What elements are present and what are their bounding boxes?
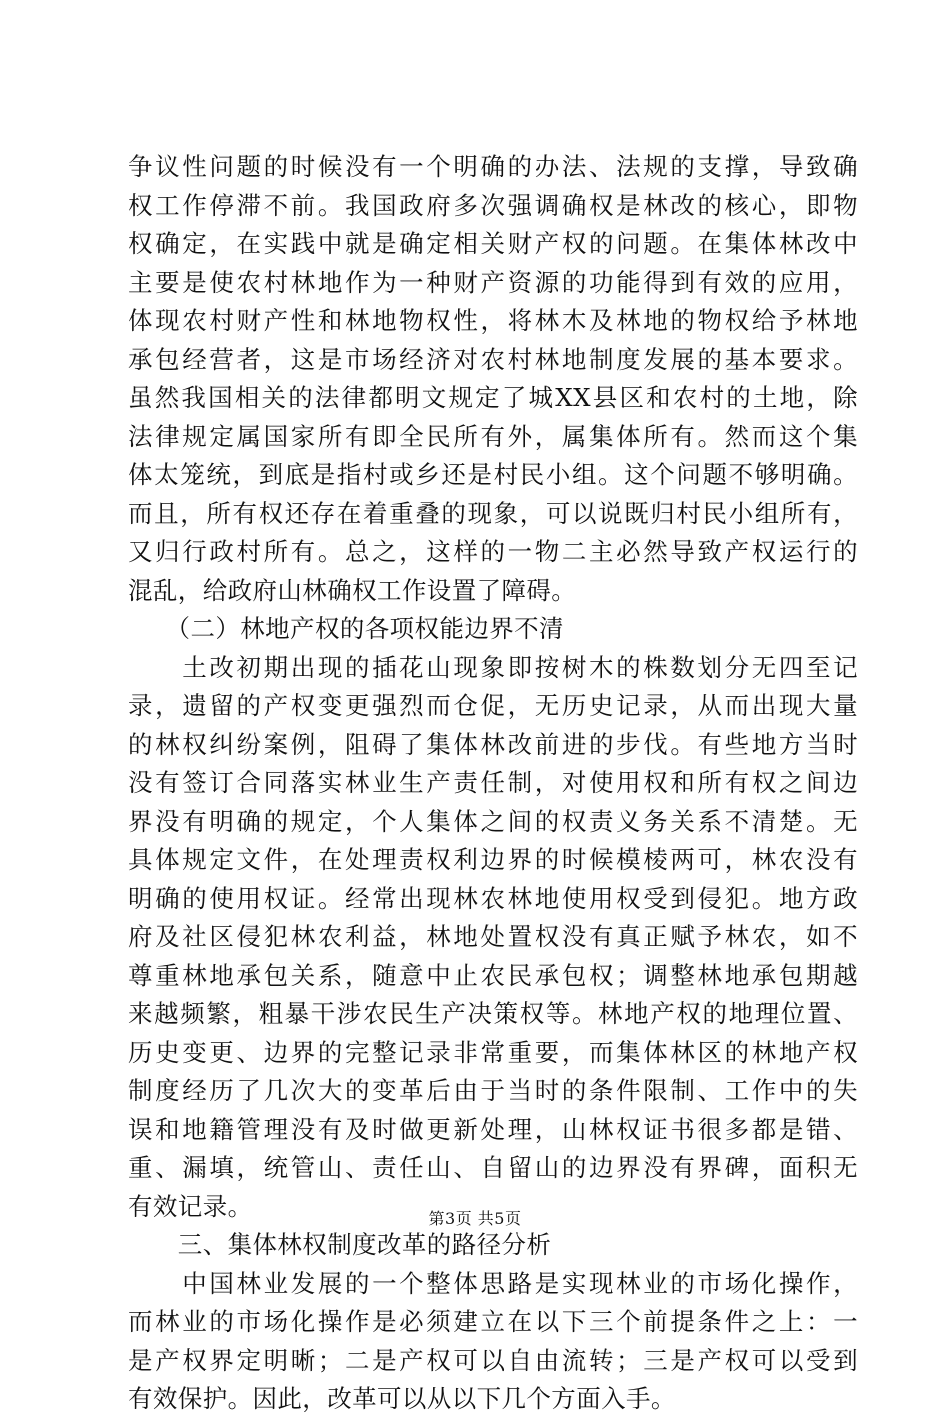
text-line: 录，遗留的产权变更强烈而仓促，无历史记录，从而出现大量 xyxy=(128,691,858,720)
text-line: 争议性问题的时候没有一个明确的办法、法规的支撑，导致确 xyxy=(128,152,858,181)
text-line: 具体规定文件，在处理责权利边界的时候模棱两可，林农没有 xyxy=(128,845,858,874)
section-heading: （二）林地产权的各项权能边界不清 xyxy=(128,614,564,643)
text-line: 明确的使用权证。经常出现林农林地使用权受到侵犯。地方政 xyxy=(128,883,858,913)
text-line: 承包经营者，这是市场经济对农村林地制度发展的基本要求。 xyxy=(128,344,858,374)
text-line: 主要是使农村林地作为一种财产资源的功能得到有效的应用， xyxy=(128,267,858,297)
text-line: 又归行政村所有。总之，这样的一物二主必然导致产权运行的 xyxy=(128,537,858,566)
text-line: 府及社区侵犯林农利益，林地处置权没有真正赋予林农，如不 xyxy=(128,922,858,951)
page-footer: 第3页 共5页 xyxy=(428,1209,522,1228)
text-line: 法律规定属国家所有即全民所有外，属集体所有。然而这个集 xyxy=(128,421,858,451)
text-line: 体太笼统，到底是指村或乡还是村民小组。这个问题不够明确。 xyxy=(128,460,858,489)
text-line: 制度经历了几次大的变革后由于当时的条件限制、工作中的失 xyxy=(128,1076,858,1105)
text-line: 而林业的市场化操作是必须建立在以下三个前提条件之上：一 xyxy=(128,1307,858,1336)
text-line: 权工作停滞不前。我国政府多次强调确权是林改的核心，即物 xyxy=(128,190,858,220)
text-line: 有效保护。因此，改革可以从以下几个方面入手。 xyxy=(128,1384,676,1413)
text-line: 中国林业发展的一个整体思路是实现林业的市场化操作， xyxy=(128,1268,858,1298)
text-line: 体现农村财产性和林地物权性，将林木及林地的物权给予林地 xyxy=(128,306,858,335)
text-line: 尊重林地承包关系，随意中止农民承包权；调整林地承包期越 xyxy=(128,960,858,990)
section-heading: 三、集体林权制度改革的路径分析 xyxy=(128,1230,552,1259)
text-line: 土改初期出现的插花山现象即按树木的株数划分无四至记 xyxy=(128,652,858,682)
text-line: 没有签订合同落实林业生产责任制，对使用权和所有权之间边 xyxy=(128,768,858,797)
text-line: 历史变更、边界的完整记录非常重要，而集体林区的林地产权 xyxy=(128,1037,858,1067)
text-line: 有效记录。 xyxy=(128,1191,253,1221)
text-line: 混乱，给政府山林确权工作设置了障碍。 xyxy=(128,575,577,605)
text-line: 是产权界定明晰；二是产权可以自由流转；三是产权可以受到 xyxy=(128,1345,858,1375)
text-line: 误和地籍管理没有及时做更新处理，山林权证书很多都是错、 xyxy=(128,1114,858,1144)
text-line: 权确定，在实践中就是确定相关财产权的问题。在集体林改中 xyxy=(128,229,858,258)
text-line: 虽然我国相关的法律都明文规定了城XX县区和农村的土地，除 xyxy=(128,383,858,412)
text-line: 的林权纠纷案例，阻碍了集体林改前进的步伐。有些地方当时 xyxy=(128,729,858,759)
text-line: 界没有明确的规定，个人集体之间的权责义务关系不清楚。无 xyxy=(128,806,858,836)
text-line: 来越频繁，粗暴干涉农民生产决策权等。林地产权的地理位置、 xyxy=(128,999,858,1028)
text-line: 而且，所有权还存在着重叠的现象，可以说既归村民小组所有， xyxy=(128,498,858,528)
text-line: 重、漏填，统管山、责任山、自留山的边界没有界碑，面积无 xyxy=(128,1153,858,1182)
